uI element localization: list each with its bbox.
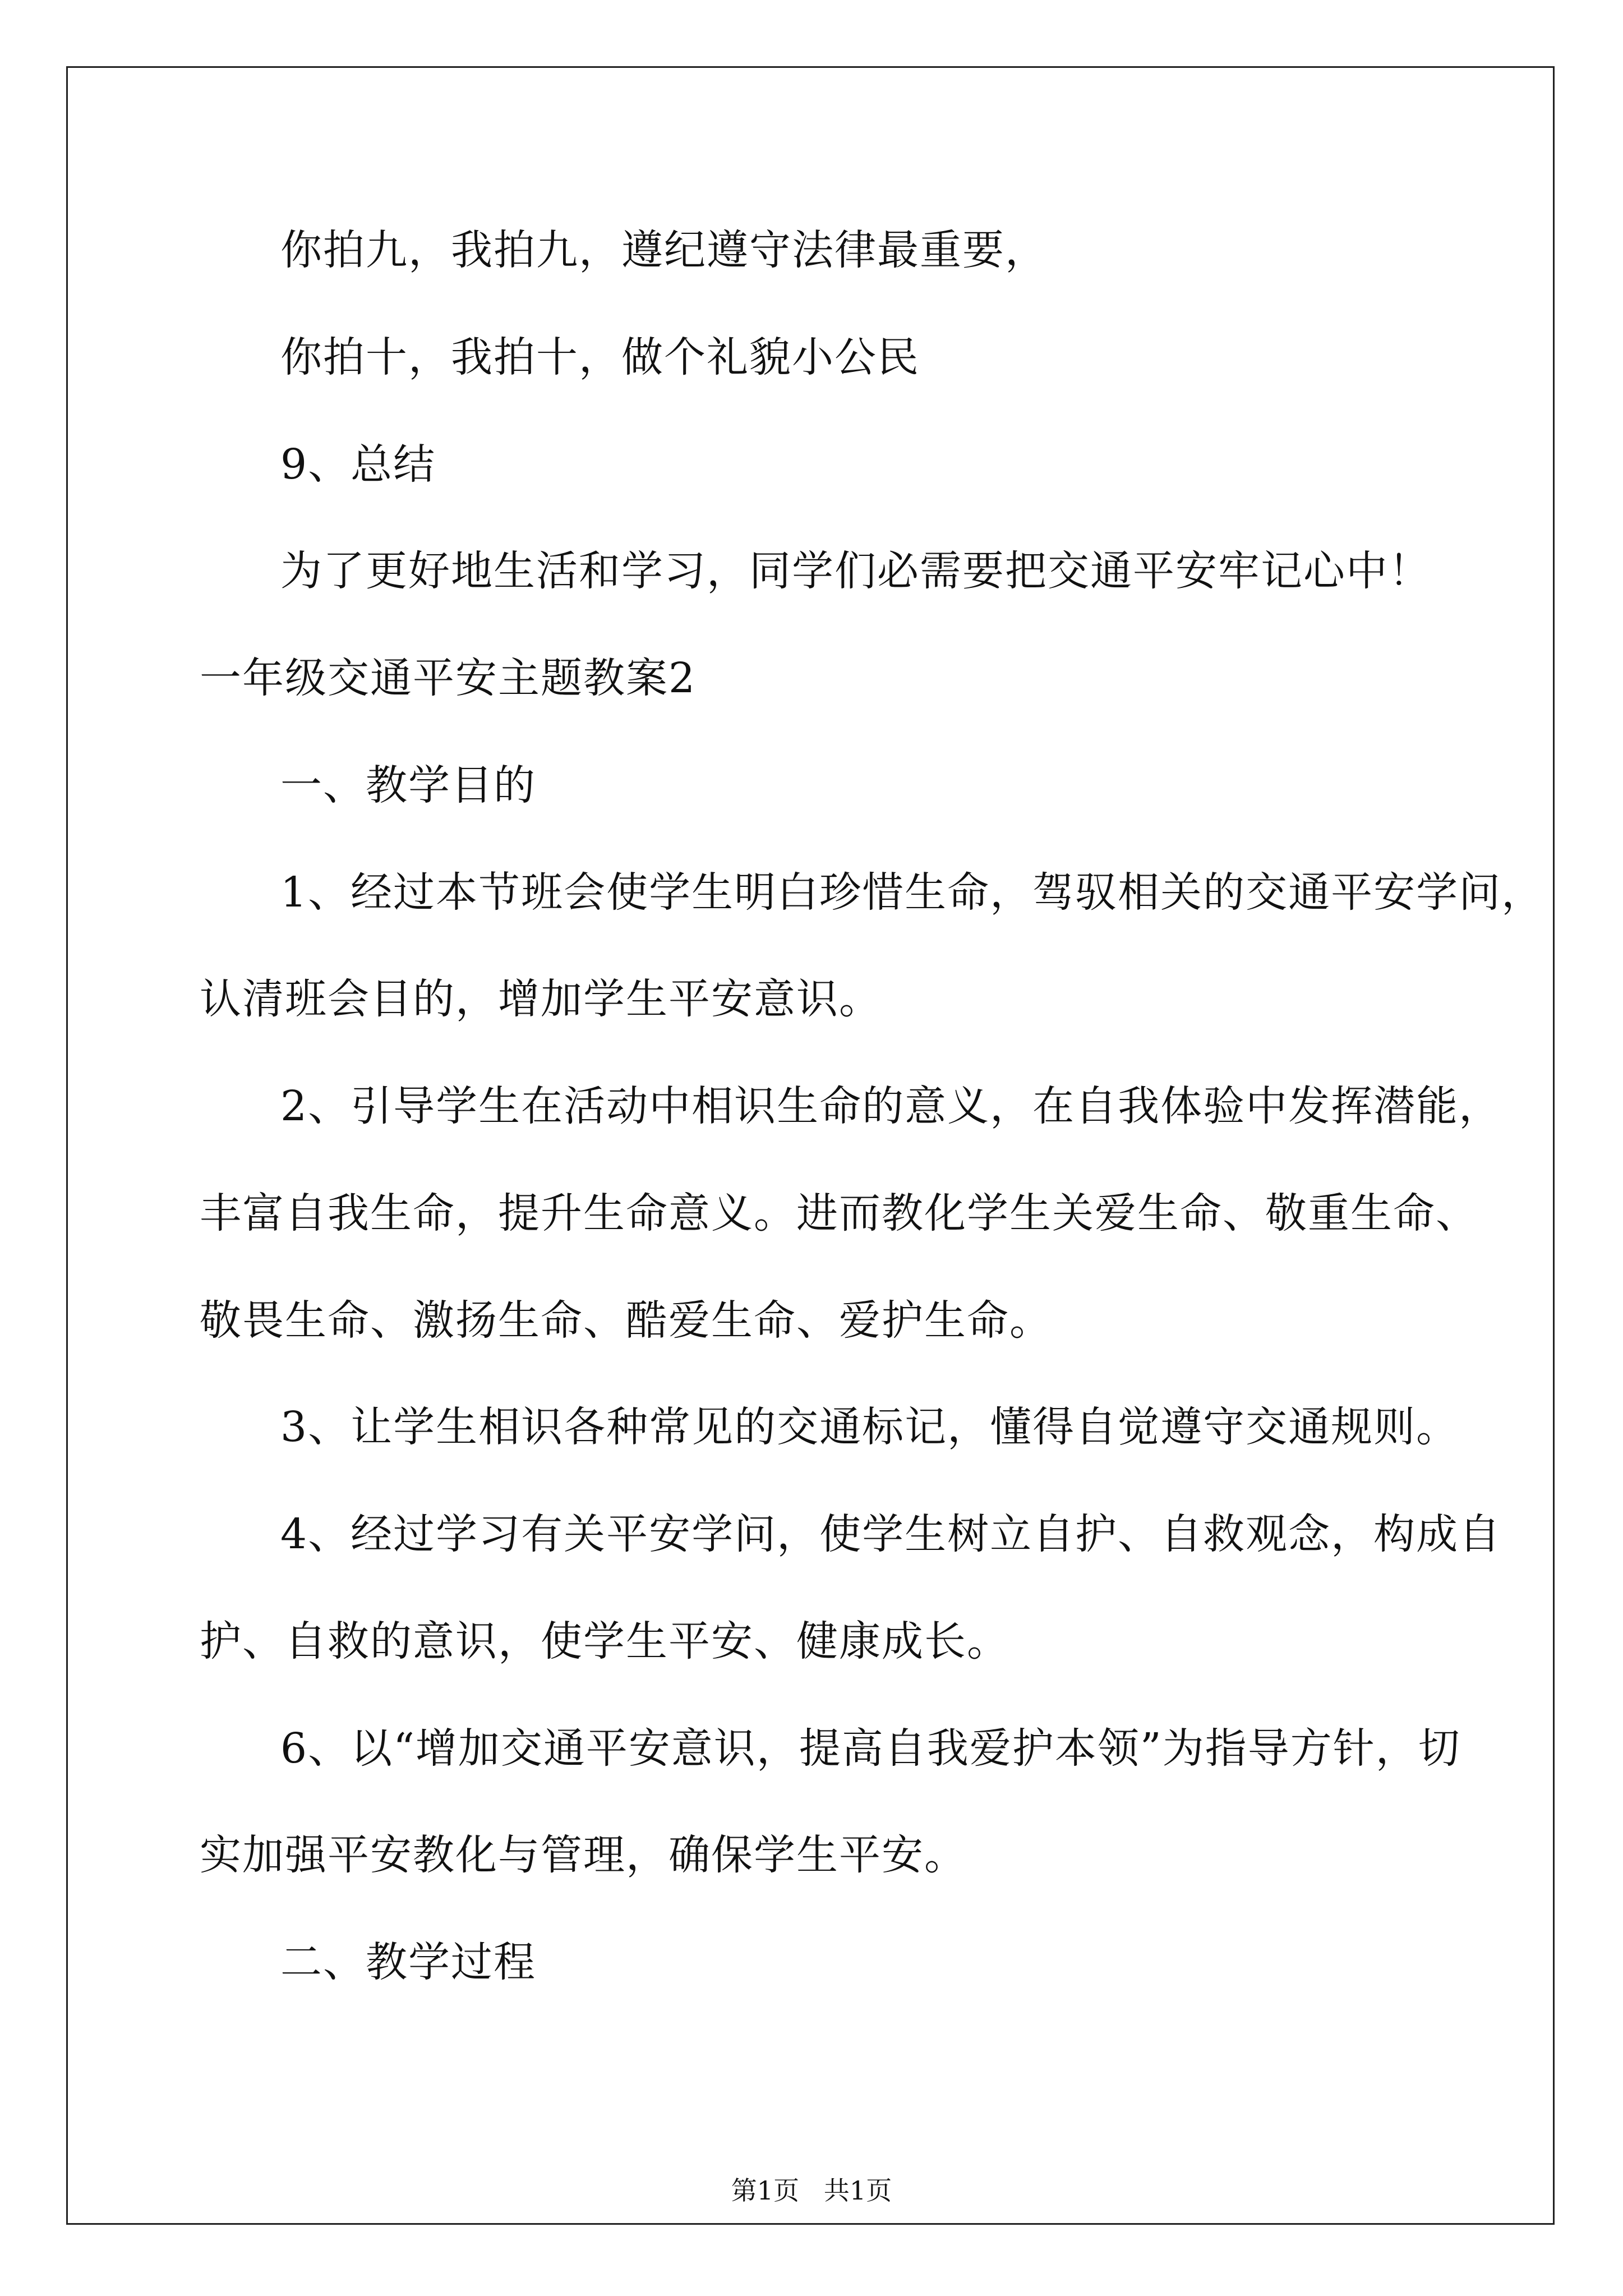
text-line: 你拍十，我拍十，做个礼貌小公民 [280,333,920,381]
text-line: 认清班会目的，增加学生平安意识。 [200,975,882,1023]
document-title: 一年级交通平安主题教案2 [200,654,697,702]
text-line: 为了更好地生活和学习，同学们必需要把交通平安牢记心中！ [280,547,1431,595]
text-line: 敬畏生命、激扬生命、酷爱生命、爱护生命。 [200,1296,1052,1345]
text-line: 你拍九，我拍九，遵纪遵守法律最重要， [280,226,1048,274]
text-line: 4、经过学习有关平安学问，使学生树立自护、自救观念，构成自 [280,1510,1502,1558]
text-line: 6、以“增加交通平安意识，提高自我爱护本领”为指导方针，切 [280,1724,1461,1773]
text-line: 3、让学生相识各种常见的交通标记，懂得自觉遵守交通规则。 [280,1403,1459,1451]
page-border [66,66,1555,2225]
text-line: 丰富自我生命，提升生命意义。进而教化学生关爱生命、敬重生命、 [200,1189,1478,1237]
page-number-footer: 第1页 共1页 [731,2175,892,2206]
text-line: 1、经过本节班会使学生明白珍惜生命，驾驭相关的交通平安学问， [280,868,1544,917]
text-line: 护、自救的意识，使学生平安、健康成长。 [200,1617,1009,1665]
section-heading: 二、教学过程 [280,1938,536,1986]
section-heading: 一、教学目的 [280,761,536,809]
text-line: 2、引导学生在活动中相识生命的意义，在自我体验中发挥潜能， [280,1082,1502,1130]
section-heading: 9、总结 [280,440,436,489]
text-line: 实加强平安教化与管理，确保学生平安。 [200,1831,967,1879]
